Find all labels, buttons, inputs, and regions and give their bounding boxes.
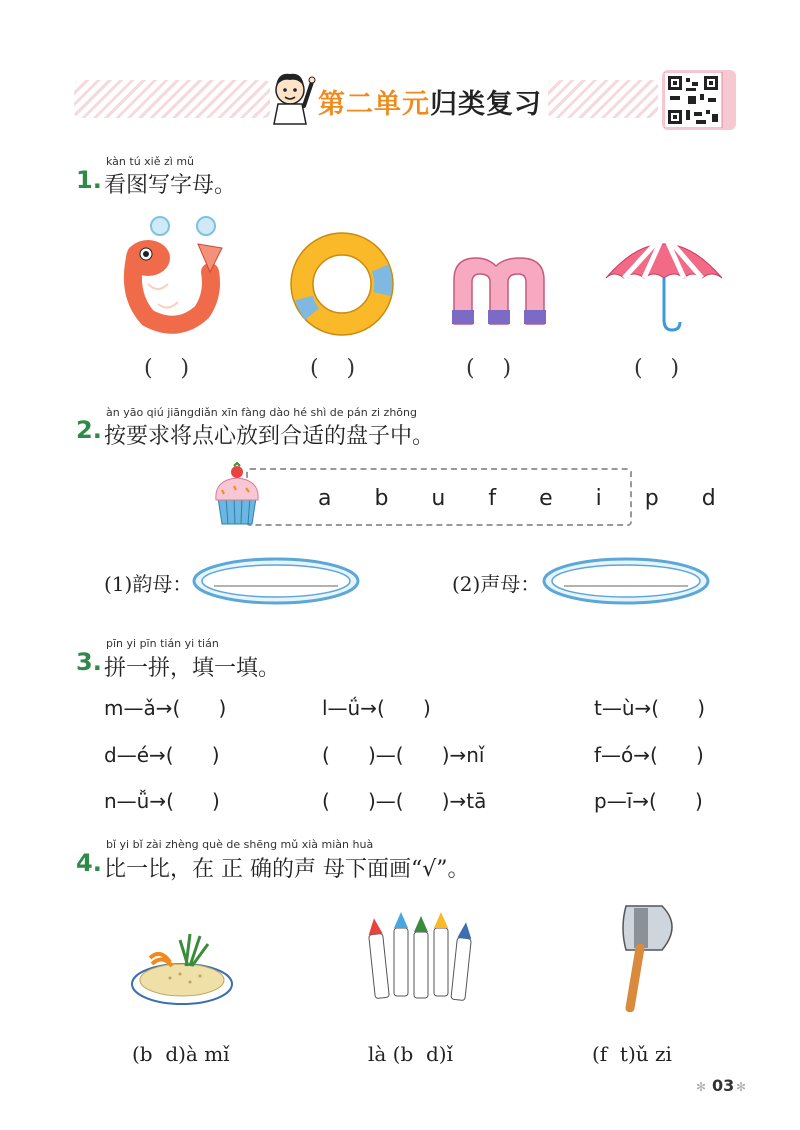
boy-mascot-icon — [262, 66, 318, 128]
plate1-answer-area[interactable] — [192, 556, 360, 610]
page-title — [318, 82, 542, 121]
q4-text: 比一比，在 正 确的声 母下面画“√”。 — [104, 857, 470, 882]
q3-r3-c3[interactable]: p—ī→( ) — [594, 789, 703, 813]
q1-pinyin: kàn tú xiě zì mǔ — [106, 155, 195, 168]
q4-option-2[interactable]: là (b d)ǐ — [368, 1042, 453, 1066]
q3-pinyin: pīn yi pīn tián yi tián — [106, 637, 219, 650]
q3-r2-c2[interactable]: ( )—( )→nǐ — [322, 743, 485, 767]
q3-r2-c3[interactable]: f—ó→( ) — [594, 743, 704, 767]
letters-list: a b u f e i p d — [318, 486, 734, 511]
q1-blank-2[interactable]: ( ) — [310, 356, 356, 381]
plate2-label: (2)声母： — [452, 572, 541, 596]
header-hatch-left — [74, 80, 270, 118]
q3-r3-c1[interactable]: n—ǚ→( ) — [104, 789, 220, 813]
umbrella-icon — [602, 230, 726, 338]
q4-number: 4. — [76, 849, 102, 877]
plate2-answer-area[interactable] — [542, 556, 710, 610]
swim-ring-icon — [290, 232, 394, 340]
page-dot-right: ✻ — [736, 1080, 747, 1094]
q3-r3-c2[interactable]: ( )—( )→tā — [322, 789, 487, 813]
q1-blank-1[interactable]: ( ) — [144, 356, 190, 381]
page-number: 03 — [712, 1076, 735, 1095]
q3-number: 3. — [76, 648, 102, 676]
q3-r1-c2[interactable]: l—ǘ→( ) — [322, 696, 431, 720]
fish-icon — [118, 214, 228, 338]
q3-text: 拼一拼，填一填。 — [104, 656, 281, 681]
q1-number: 1. — [76, 166, 102, 194]
title-dark-part: 归类复习 — [430, 89, 542, 120]
title-green-part: 第二单元 — [318, 89, 430, 120]
q3-r1-c3[interactable]: t—ù→( ) — [594, 696, 706, 720]
q3-r1-c1[interactable]: m—ǎ→( ) — [104, 696, 227, 720]
plate1-label: (1)韵母： — [104, 572, 193, 596]
q2-number: 2. — [76, 416, 102, 444]
rice-plate-icon — [130, 928, 240, 1012]
axe-icon — [606, 900, 686, 1016]
q1-blank-3[interactable]: ( ) — [466, 356, 512, 381]
magnet-m-icon — [448, 250, 550, 332]
header-hatch-right — [548, 80, 658, 118]
q3-r2-c1[interactable]: d—é→( ) — [104, 743, 220, 767]
q2-pinyin: àn yāo qiú jiāngdiǎn xīn fàng dào hé shì de pán zi zhōng — [106, 406, 417, 419]
q4-pinyin: bǐ yi bǐ zài zhèng què de shēng mǔ xià miàn huà — [106, 838, 374, 851]
crayons-icon — [364, 910, 474, 1010]
cupcake-icon — [212, 462, 262, 530]
q1-text: 看图写字母。 — [104, 173, 237, 198]
q4-option-3[interactable]: (f t)ǔ zi — [592, 1042, 672, 1066]
q2-text: 按要求将点心放到合适的盘子中。 — [104, 424, 435, 449]
q1-blank-4[interactable]: ( ) — [634, 356, 680, 381]
page-dot-left: ✻ — [696, 1080, 707, 1094]
q4-option-1[interactable]: (b d)à mǐ — [132, 1042, 230, 1066]
qr-code-icon[interactable] — [662, 70, 736, 130]
